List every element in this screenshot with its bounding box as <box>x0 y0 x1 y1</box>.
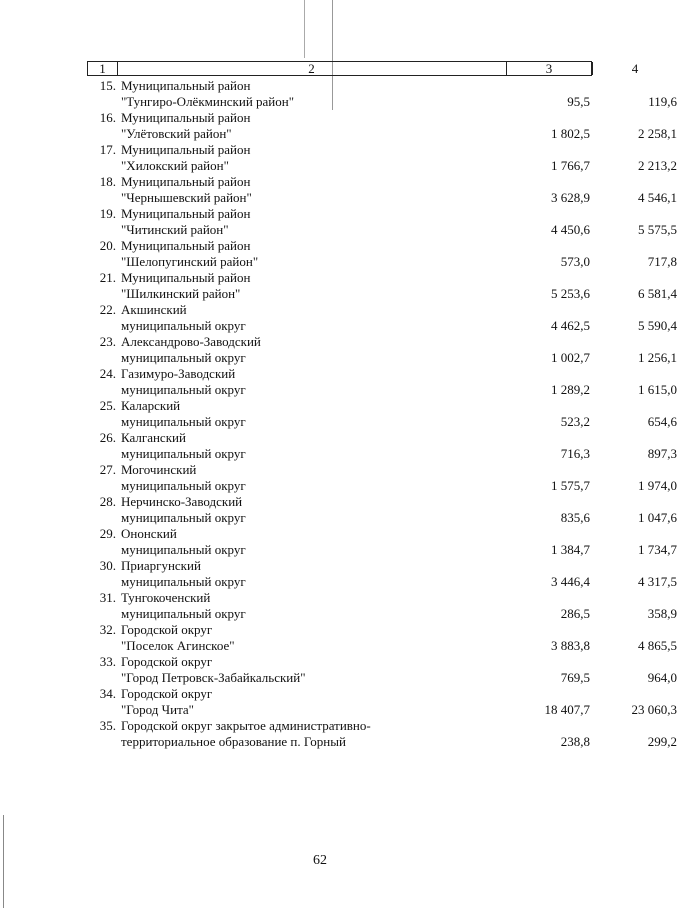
row-value-col-3: 1 289,2 <box>551 382 590 397</box>
row-name-line-2: муниципальный округ <box>121 574 246 589</box>
row-name-line-2: "Шилкинский район" <box>121 286 241 301</box>
row-name-line-1: Александрово-Заводский <box>121 334 261 349</box>
row-name-line-2: "Тунгиро-Олёкминский район" <box>121 94 295 109</box>
table-body <box>87 78 677 750</box>
table-row <box>87 206 677 238</box>
row-value-col-3: 238,8 <box>560 734 590 749</box>
table-row <box>87 302 677 334</box>
table-row <box>87 526 677 558</box>
row-name-line-1: Каларский <box>121 398 181 413</box>
row-number: 27. <box>99 462 116 477</box>
row-number: 24. <box>99 366 116 381</box>
row-name-line-1: Муниципальный район <box>121 206 251 221</box>
row-name-line-2: "Хилокский район" <box>121 158 229 173</box>
row-name-line-2: "Шелопугинский район" <box>121 254 259 269</box>
row-value-col-3: 573,0 <box>560 254 590 269</box>
row-number: 29. <box>99 526 116 541</box>
row-name-line-2: "Город Петровск-Забайкальский" <box>121 670 306 685</box>
row-name-line-2: территориальное образование п. Горный <box>121 734 346 749</box>
row-name-line-1: Муниципальный район <box>121 238 251 253</box>
scan-line-top <box>304 0 305 58</box>
row-name-line-1: Акшинский <box>121 302 187 317</box>
row-value-col-3: 835,6 <box>560 510 590 525</box>
table-row <box>87 622 677 654</box>
row-number: 16. <box>99 110 116 125</box>
page-number: 62 <box>313 853 327 868</box>
row-number: 15. <box>99 78 116 93</box>
row-name-line-2: "Чернышевский район" <box>121 190 252 205</box>
row-name-line-1: Могочинский <box>121 462 197 477</box>
row-name-line-2: муниципальный округ <box>121 542 246 557</box>
row-value-col-3: 4 462,5 <box>551 318 590 333</box>
table-row <box>87 366 677 398</box>
row-value-col-3: 1 802,5 <box>551 126 590 141</box>
row-value-col-4: 4 546,1 <box>638 190 677 205</box>
row-value-col-3: 4 450,6 <box>551 222 590 237</box>
row-name-line-1: Городской округ <box>121 622 213 637</box>
row-name-line-1: Городской округ <box>121 686 213 701</box>
row-number: 26. <box>99 430 116 445</box>
row-value-col-4: 1 615,0 <box>638 382 677 397</box>
header-col-2: 2 <box>117 62 507 75</box>
row-name-line-2: муниципальный округ <box>121 510 246 525</box>
row-value-col-4: 5 575,5 <box>638 222 677 237</box>
row-value-col-4: 119,6 <box>648 94 677 109</box>
header-col-3: 3 <box>506 62 593 75</box>
row-value-col-4: 897,3 <box>647 446 677 461</box>
row-value-col-4: 2 258,1 <box>638 126 677 141</box>
table-row <box>87 110 677 142</box>
row-value-col-3: 1 575,7 <box>551 478 590 493</box>
table-row <box>87 334 677 366</box>
row-name-line-2: муниципальный округ <box>121 318 246 333</box>
row-name-line-2: "Читинский район" <box>121 222 229 237</box>
row-name-line-1: Тунгокоченский <box>121 590 211 605</box>
row-value-col-3: 1 766,7 <box>551 158 590 173</box>
row-name-line-1: Муниципальный район <box>121 142 251 157</box>
row-name-line-1: Нерчинско-Заводский <box>121 494 243 509</box>
row-number: 21. <box>99 270 116 285</box>
table-row <box>87 590 677 622</box>
row-value-col-4: 654,6 <box>647 414 677 429</box>
row-value-col-3: 3 446,4 <box>551 574 590 589</box>
table-row <box>87 238 677 270</box>
row-value-col-3: 95,5 <box>567 94 590 109</box>
row-name-line-2: муниципальный округ <box>121 382 246 397</box>
row-value-col-3: 1 384,7 <box>551 542 590 557</box>
row-number: 17. <box>99 142 116 157</box>
row-value-col-4: 2 213,2 <box>638 158 677 173</box>
row-name-line-1: Приаргунский <box>121 558 201 573</box>
row-value-col-4: 964,0 <box>647 670 677 685</box>
row-number: 31. <box>99 590 116 605</box>
row-name-line-1: Городской округ закрытое административно- <box>121 718 371 733</box>
table-row <box>87 398 677 430</box>
row-number: 35. <box>99 718 116 733</box>
row-number: 34. <box>99 686 116 701</box>
row-number: 20. <box>99 238 116 253</box>
row-number: 32. <box>99 622 116 637</box>
row-value-col-4: 5 590,4 <box>638 318 677 333</box>
row-number: 33. <box>99 654 116 669</box>
row-value-col-3: 3 628,9 <box>551 190 590 205</box>
row-name-line-2: муниципальный округ <box>121 478 246 493</box>
row-name-line-1: Городской округ <box>121 654 213 669</box>
table-row <box>87 654 677 686</box>
table-row <box>87 718 677 750</box>
row-value-col-3: 18 407,7 <box>544 702 590 717</box>
row-number: 22. <box>99 302 116 317</box>
row-value-col-4: 23 060,3 <box>631 702 677 717</box>
row-name-line-2: "Город Чита" <box>121 702 194 717</box>
row-value-col-4: 1 256,1 <box>638 350 677 365</box>
row-value-col-4: 717,8 <box>647 254 677 269</box>
row-value-col-4: 4 317,5 <box>638 574 677 589</box>
table-row <box>87 462 677 494</box>
table-row <box>87 558 677 590</box>
row-name-line-2: "Поселок Агинское" <box>121 638 235 653</box>
row-name-line-2: "Улётовский район" <box>121 126 232 141</box>
row-name-line-2: муниципальный округ <box>121 446 246 461</box>
row-name-line-2: муниципальный округ <box>121 606 246 621</box>
row-value-col-4: 358,9 <box>647 606 677 621</box>
row-name-line-2: муниципальный округ <box>121 350 246 365</box>
row-value-col-4: 6 581,4 <box>638 286 677 301</box>
row-number: 23. <box>99 334 116 349</box>
row-number: 19. <box>99 206 116 221</box>
row-number: 18. <box>99 174 116 189</box>
table-header <box>87 61 639 76</box>
row-name-line-1: Муниципальный район <box>121 78 251 93</box>
row-value-col-4: 4 865,5 <box>638 638 677 653</box>
table-row <box>87 270 677 302</box>
row-name-line-1: Муниципальный район <box>121 174 251 189</box>
row-number: 25. <box>99 398 116 413</box>
row-name-line-1: Калганский <box>121 430 186 445</box>
table-row <box>87 494 677 526</box>
row-value-col-4: 299,2 <box>647 734 677 749</box>
row-value-col-3: 523,2 <box>560 414 590 429</box>
table-row <box>87 686 677 718</box>
row-name-line-2: муниципальный округ <box>121 414 246 429</box>
row-value-col-3: 716,3 <box>560 446 590 461</box>
row-value-col-3: 5 253,6 <box>551 286 590 301</box>
row-value-col-3: 769,5 <box>560 670 590 685</box>
row-name-line-1: Газимуро-Заводский <box>121 366 236 381</box>
table-row <box>87 430 677 462</box>
row-value-col-3: 3 883,8 <box>551 638 590 653</box>
row-number: 28. <box>99 494 116 509</box>
row-value-col-3: 286,5 <box>560 606 590 621</box>
row-value-col-3: 1 002,7 <box>551 350 590 365</box>
table-row <box>87 142 677 174</box>
row-value-col-4: 1 974,0 <box>638 478 677 493</box>
row-value-col-4: 1 734,7 <box>638 542 677 557</box>
row-name-line-1: Муниципальный район <box>121 110 251 125</box>
table-row <box>87 78 677 110</box>
header-col-1: 1 <box>88 62 118 75</box>
row-value-col-4: 1 047,6 <box>638 510 677 525</box>
row-name-line-1: Ононский <box>121 526 177 541</box>
row-name-line-1: Муниципальный район <box>121 270 251 285</box>
table-row <box>87 174 677 206</box>
row-number: 30. <box>99 558 116 573</box>
header-col-4: 4 <box>631 61 639 76</box>
